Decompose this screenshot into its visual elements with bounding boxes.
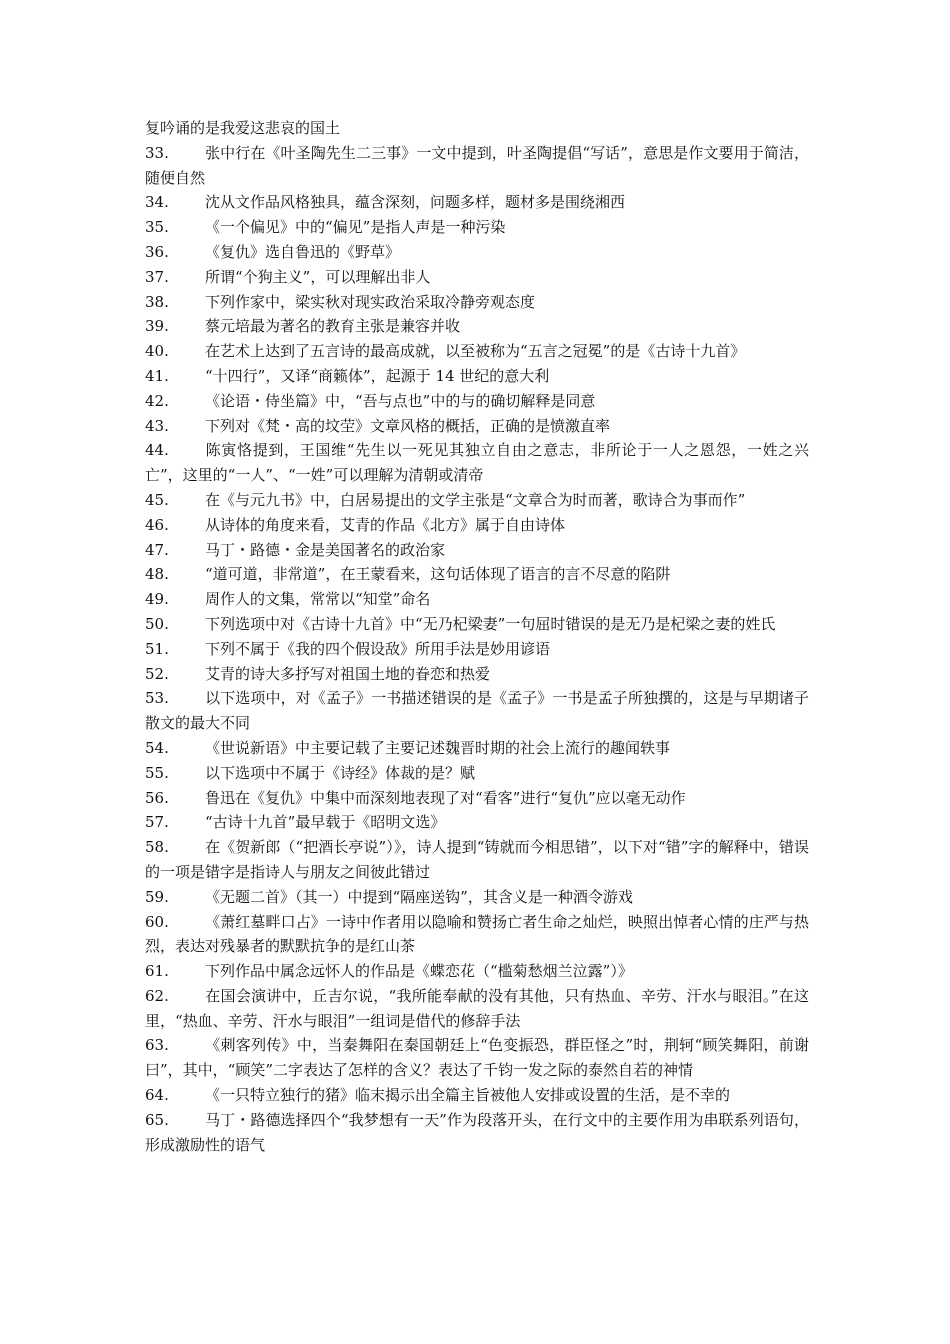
item-number: 57. — [145, 813, 169, 832]
item-number: 49. — [145, 590, 169, 609]
item-text: 蔡元培最为著名的教育主张是兼容并收 — [205, 317, 461, 336]
item-number: 46. — [145, 515, 169, 534]
item-text: 马丁・路德选择四个“我梦想有一天”作为段落开头，在行文中的主要作用为串联系列语句，形成激励性的语气 — [145, 1110, 809, 1154]
list-item — [145, 885, 809, 910]
item-text: 以下选项中不属于《诗经》体裁的是？赋 — [205, 763, 476, 782]
item-number: 62. — [145, 986, 169, 1005]
item-text: 沈从文作品风格独具，蕴含深刻，问题多样，题材多是围绕湘西 — [205, 193, 626, 212]
item-number: 39. — [145, 317, 169, 336]
list-item — [145, 786, 809, 811]
list-item — [145, 538, 809, 563]
list-item — [145, 587, 809, 612]
list-item — [145, 190, 809, 215]
item-number: 41. — [145, 366, 169, 385]
item-text: 以下选项中，对《孟子》一书描述错误的是《孟子》一书是孟子所独撰的，这是与早期诸子散文的最大不同 — [145, 689, 809, 733]
list-item — [145, 835, 809, 885]
item-text: 下列作品中属念远怀人的作品是《蝶恋花（“槛菊愁烟兰泣露”）》 — [205, 962, 633, 981]
item-text: 下列选项中对《古诗十九首》中“无乃杞梁妻”一句屈时错误的是无乃是杞梁之妻的姓氏 — [205, 614, 776, 633]
item-text: 所谓“个狗主义”，可以理解出非人 — [205, 267, 431, 286]
item-text: 鲁迅在《复仇》中集中而深刻地表现了对“看客”进行“复仇”应以毫无动作 — [205, 788, 686, 807]
item-number: 33. — [145, 143, 169, 162]
list-item — [145, 662, 809, 687]
list-item — [145, 314, 809, 339]
item-number: 60. — [145, 912, 169, 931]
list-item — [145, 215, 809, 240]
list-item — [145, 910, 809, 960]
item-number: 61. — [145, 962, 169, 981]
list-item — [145, 438, 809, 488]
item-text: 《萧红墓畔口占》一诗中作者用以隐喻和赞扬亡者生命之灿烂，映照出悼者心情的庄严与热烈，表达对残暴者的默默抗争的是红山茶 — [145, 912, 809, 956]
intro-line: 复吟诵的是我爱这悲哀的国土 — [145, 119, 341, 137]
list-item — [145, 736, 809, 761]
item-number: 50. — [145, 614, 169, 633]
document-body — [145, 116, 809, 1157]
item-number: 34. — [145, 193, 169, 212]
item-text: 艾青的诗大多抒写对祖国土地的眷恋和热爱 — [205, 664, 491, 683]
item-number: 40. — [145, 342, 169, 361]
list-item — [145, 141, 809, 191]
item-text: 周作人的文集，常常以“知堂”命名 — [205, 590, 431, 609]
list-item — [145, 959, 809, 984]
list-item — [145, 1083, 809, 1108]
item-number: 38. — [145, 292, 169, 311]
list-item — [145, 513, 809, 538]
item-text: 在艺术上达到了五言诗的最高成就，以至被称为“五言之冠冕”的是《古诗十九首》 — [205, 342, 746, 361]
item-number: 48. — [145, 565, 169, 584]
item-number: 45. — [145, 490, 169, 509]
list-item — [145, 984, 809, 1034]
item-number: 56. — [145, 788, 169, 807]
item-text: 在《与元九书》中，白居易提出的文学主张是“文章合为时而著，歌诗合为事而作” — [205, 490, 746, 509]
list-item — [145, 389, 809, 414]
item-number: 65. — [145, 1110, 169, 1129]
item-text: “道可道，非常道”，在王蒙看来，这句话体现了语言的言不尽意的陷阱 — [205, 565, 671, 584]
item-number: 54. — [145, 738, 169, 757]
list-item — [145, 364, 809, 389]
item-number: 36. — [145, 242, 169, 261]
item-number: 35. — [145, 218, 169, 237]
item-text: 张中行在《叶圣陶先生二三事》一文中提到，叶圣陶提倡“写话”，意思是作文要用于简洁，随便自然 — [145, 143, 809, 187]
list-item — [145, 810, 809, 835]
item-text: “古诗十九首”最早载于《昭明文选》 — [205, 813, 446, 832]
item-number: 58. — [145, 838, 169, 857]
item-text: 《论语・侍坐篇》中，“吾与点也”中的与的确切解释是同意 — [205, 391, 596, 410]
item-number: 63. — [145, 1036, 169, 1055]
question-list — [145, 141, 809, 1158]
item-text: 下列不属于《我的四个假设敌》所用手法是妙用谚语 — [205, 639, 551, 658]
list-item — [145, 686, 809, 736]
item-text: 《世说新语》中主要记载了主要记述魏晋时期的社会上流行的趣闻轶事 — [205, 738, 671, 757]
item-number: 52. — [145, 664, 169, 683]
item-number: 64. — [145, 1086, 169, 1105]
item-text: “十四行”，又译“商籁体”，起源于 14 世纪的意大利 — [205, 366, 550, 385]
item-number: 44. — [145, 441, 169, 460]
item-text: 马丁・路德・金是美国著名的政治家 — [205, 540, 446, 559]
item-text: 《刺客列传》中，当秦舞阳在秦国朝廷上“色变振恐，群臣怪之”时，荆轲“顾笑舞阳，前谢曰”，其中，“顾笑”二字表达了怎样的含义？表达了千钧一发之际的泰然自若的神情 — [145, 1036, 809, 1080]
item-number: 59. — [145, 887, 169, 906]
item-text: 陈寅恪提到，王国维“先生以一死见其独立自由之意志，非所论于一人之恩怨，一姓之兴亡”，这里的“一人”、“一姓”可以理解为清朝或清帝 — [145, 441, 809, 485]
list-item — [145, 761, 809, 786]
item-number: 55. — [145, 763, 169, 782]
list-item — [145, 240, 809, 265]
list-item — [145, 637, 809, 662]
list-item — [145, 1033, 809, 1083]
item-text: 在《贺新郎（“把酒长亭说”）》，诗人提到“铸就而今相思错”，以下对“错”字的解释中，错误的一项是错字是指诗人与朋友之间彼此错过 — [145, 838, 809, 881]
item-text: 《一只特立独行的猪》临末揭示出全篇主旨被他人安排或设置的生活，是不幸的 — [205, 1086, 731, 1105]
item-text: 下列对《梵・高的坟茔》文章风格的概括，正确的是愤激直率 — [205, 416, 611, 435]
list-item — [145, 488, 809, 513]
item-number: 43. — [145, 416, 169, 435]
item-number: 53. — [145, 689, 169, 708]
item-number: 47. — [145, 540, 169, 559]
item-number: 51. — [145, 639, 169, 658]
list-item — [145, 339, 809, 364]
list-item — [145, 1108, 809, 1158]
list-item — [145, 265, 809, 290]
item-text: 下列作家中，梁实秋对现实政治采取冷静旁观态度 — [205, 292, 536, 311]
list-item — [145, 290, 809, 315]
item-text: 《复仇》选自鲁迅的《野草》 — [205, 242, 401, 261]
item-text: 《一个偏见》中的“偏见”是指人声是一种污染 — [205, 218, 506, 237]
list-item — [145, 562, 809, 587]
list-item — [145, 414, 809, 439]
item-text: 在国会演讲中，丘吉尔说，“我所能奉献的没有其他，只有热血、辛劳、汗水与眼泪。”在这里，“热血、辛劳、汗水与眼泪”一组词是借代的修辞手法 — [145, 986, 809, 1030]
item-number: 37. — [145, 267, 169, 286]
item-text: 从诗体的角度来看，艾青的作品《北方》属于自由诗体 — [205, 515, 566, 534]
list-item — [145, 612, 809, 637]
item-number: 42. — [145, 391, 169, 410]
item-text: 《无题二首》（其一）中提到“隔座送钩”，其含义是一种酒令游戏 — [205, 887, 633, 906]
